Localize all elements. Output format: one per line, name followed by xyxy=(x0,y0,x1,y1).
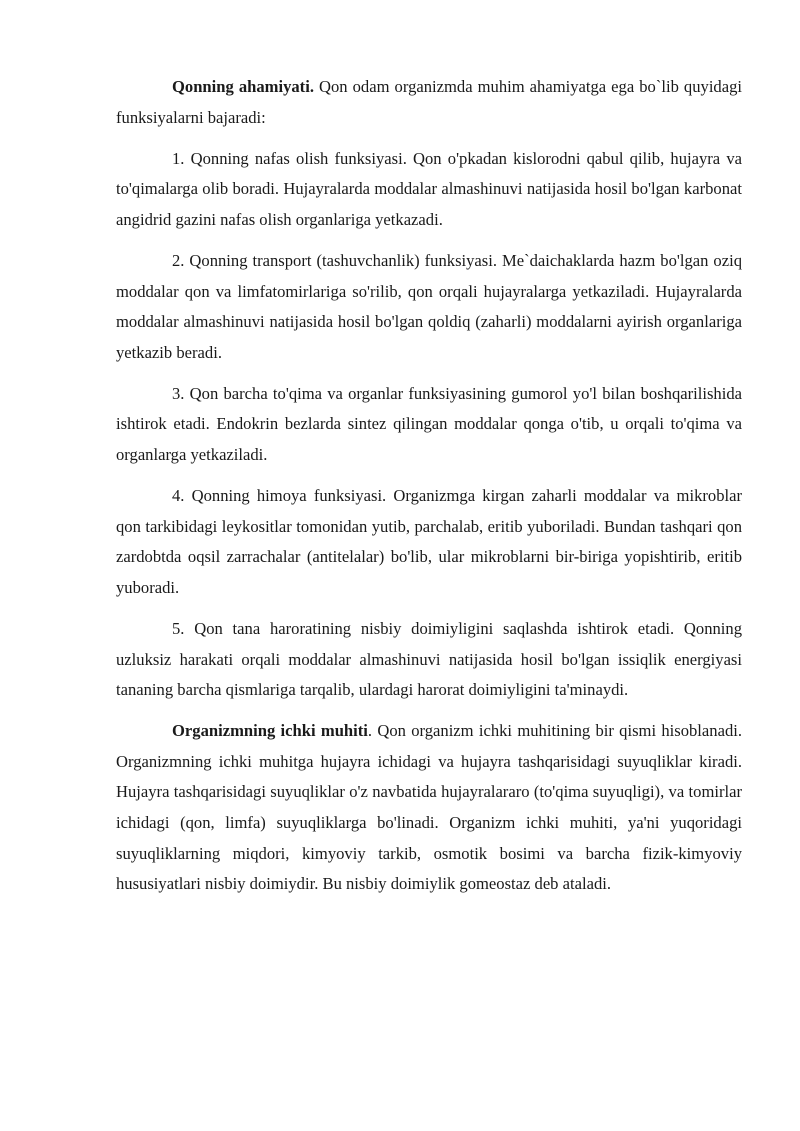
intro-text: Qon odam organizmda muhim ahamiyatga ega bo`lib quyidagi funksiyalarni bajaradi: xyxy=(116,77,742,127)
intro-heading: Qonning ahamiyati. xyxy=(172,77,314,96)
internal-environment-paragraph xyxy=(116,716,742,900)
internal-environment-heading: Organizmning ichki muhiti xyxy=(172,721,368,741)
internal-environment-text: . Qon organizm ichki muhitining bir qismi hisoblanadi. Organizmning ichki muhitga hujayra ichidagi va hujayra tashqarisidagi suyuqliklar kiradi. Hujayra tashqarisidagi suyuqliklar o'z navbatida hujayralararo (to'qima suyuqligi), va tomirlar ichidagi (qon, limfa) suyuqliklarga bo'linadi. Organizm ichki muhiti, ya'ni yuqoridagi suyuqliklarning miqdori, kimyoviy tarkib, osmotik bosimi va barcha fizik-kimyoviy hususiyatlari nisbiy doimiydir. Bu nisbiy doimiylik gomeostaz deb ataladi. xyxy=(116,721,742,894)
function-paragraph-4: 4. Qonning himoya funksiyasi. Organizmga kirgan zaharli moddalar va mikroblar qon tarkibidagi leykositlar tomonidan yutib, parchalab, eritib yuboriladi. Bundan tashqari qon zardobtda oqsil zarrachalar (antitelalar) bo'lib, ular mikroblarni bir-biriga yopishtirib, eritib yuboradi. xyxy=(116,486,742,597)
intro-paragraph xyxy=(116,72,742,133)
function-paragraph-3: 3. Qon barcha to'qima va organlar funksiyasining gumorol yo'l bilan boshqarilishida ishtirok etadi. Endokrin bezlarda sintez qilingan moddalar qonga o'tib, u orqali to'qima va organlarga yetkaziladi. xyxy=(116,383,742,465)
function-paragraph-2: 2. Qonning transport (tashuvchanlik) funksiyasi. Me`daichaklarda hazm bo'lgan oziq moddalar qon va limfatomirlariga so'rilib, qon orqali hujayralarga yetkaziladi. Hujayralarda moddalar almashinuvi natijasida hosil bo'lgan qoldiq (zaharli) moddalarni ayirish organlariga yetkazib beradi. xyxy=(116,250,742,362)
function-paragraph-5: 5. Qon tana haroratining nisbiy doimiyligini saqlashda ishtirok etadi. Qonning uzluksiz harakati orqali moddalar almashinuvi natijasida hosil bo'lgan issiqlik energiyasi tananing barcha qismlariga tarqalib, ulardagi harorat doimiyligini ta'minaydi. xyxy=(116,619,742,700)
document-page xyxy=(116,72,742,910)
function-paragraph-1: 1. Qonning nafas olish funksiyasi. Qon o'pkadan kislorodni qabul qilib, hujayra va to'qimalarga olib boradi. Hujayralarda moddalar almashinuvi natijasida hosil bo'lgan karbonat angidrid gazini nafas olish organlariga yetkazadi. xyxy=(116,148,742,229)
